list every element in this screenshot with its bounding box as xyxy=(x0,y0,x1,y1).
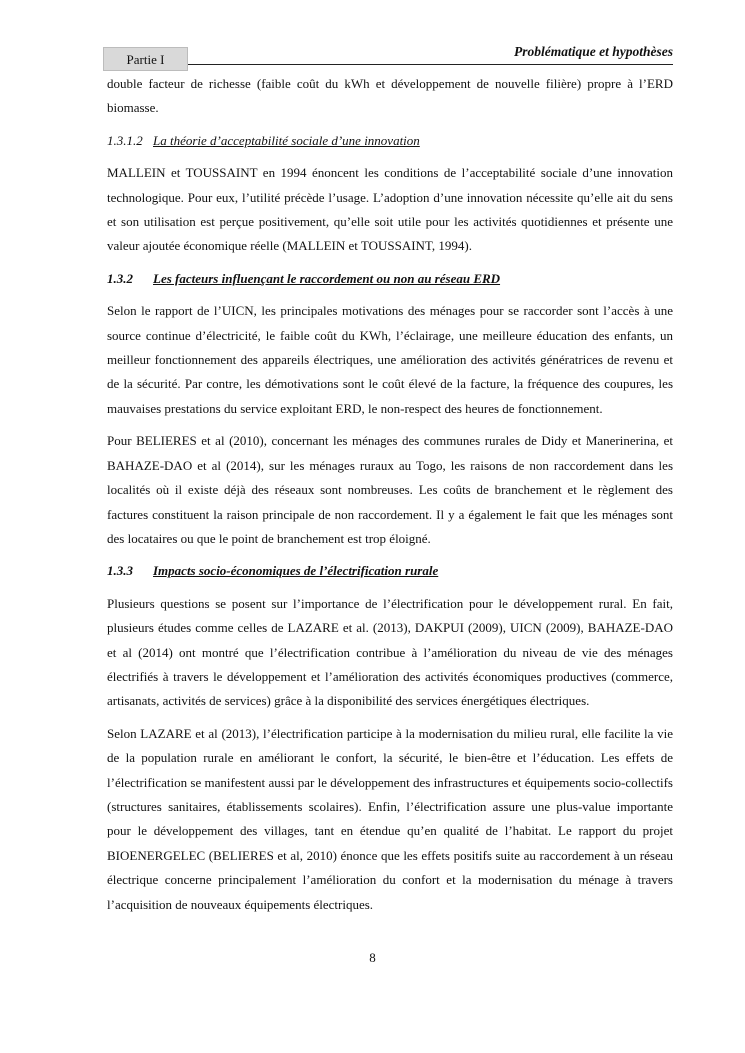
intro-paragraph: double facteur de richesse (faible coût du kWh et développement de nouvelle filière) propre à l’ERD biomasse. xyxy=(107,76,673,116)
section-1-3-2-paragraph-1: Selon le rapport de l’UICN, les principales motivations des ménages pour se raccorder sont l’accès à une source continue d’électricité, le faible coût du KWh, l’éclairage, une meilleure éducation des enfants, un meilleur fonctionnement des appareils électriques, une amélioration des activités génératrices de revenu et de la sécurité. Par contre, les démotivations sont le coût élevé de la facture, la fréquence des coupures, les mauvaises prestations du service exploitant ERD, le non-respect des heures de fonctionnement. xyxy=(107,303,673,416)
section-title: La théorie d’acceptabilité sociale d’une innovation xyxy=(153,132,420,148)
section-number: 1.3.3 xyxy=(107,563,133,579)
section-1-3-3-paragraph-1: Plusieurs questions se posent sur l’importance de l’électrification pour le développement rural. En fait, plusieurs études comme celles de LAZARE et al. (2013), DAKPUI (2009), UICN (2009), BAHAZE-DAO et al (2014) ont montré que l’électrification contribue à l’amélioration du niveau de vie des ménages électrifiés à travers le développement et l’amélioration des activités économiques productives (commerce, artisanats, activités de services) grâce à la disponibilité des services énergétiques électriques. xyxy=(107,595,673,709)
section-1-3-2-heading xyxy=(107,267,673,291)
section-1-3-3-heading xyxy=(107,559,673,583)
section-1-3-1-2-heading xyxy=(107,129,673,153)
page-body xyxy=(107,72,673,925)
header-part-label: Partie I xyxy=(103,47,188,71)
page-number: 8 xyxy=(369,950,376,965)
section-number: 1.3.2 xyxy=(107,270,133,286)
section-number: 1.3.1.2 xyxy=(107,132,143,148)
section-title: Impacts socio-économiques de l’électrification rurale xyxy=(153,563,439,579)
section-1-3-2-paragraph-2: Pour BELIERES et al (2010), concernant les ménages des communes rurales de Didy et Manerinerina, et BAHAZE-DAO et al (2014), sur les ménages ruraux au Togo, les raisons de non raccordement dans les localités où il existe déjà des réseaux sont nombreuses. Les coûts de branchement et le règlement des factures constituent la raison principale de non raccordement. Il y a également le fait que les ménages sont des locataires ou que le point de branchement est trop éloigné. xyxy=(107,433,673,546)
section-title: Les facteurs influençant le raccordement ou non au réseau ERD xyxy=(153,270,501,286)
header-rule xyxy=(188,64,673,65)
section-1-3-3-paragraph-2: Selon LAZARE et al (2013), l’électrification participe à la modernisation du milieu rural, elle facilite la vie de la population rurale en améliorant le confort, la sécurité, le bien-être et l’éducation. Les effets de l’électrification se manifestent aussi par le développement des infrastructures et équipements socio-collectifs (structures sanitaires, établissements scolaires). Enfin, l’électrification assure une plus-value importante pour le développement des villages, tant en étendue qu’en qualité de l’habitat. Le rapport du projet BIOENERGELEC (BELIERES et al, 2010) énonce que les effets positifs suite au raccordement à un réseau électrique concerne principalement l’amélioration du confort et la modernisation du ménage à travers l’acquisition de nouveaux équipements électriques. xyxy=(107,725,673,912)
section-1-3-1-2-paragraph: MALLEIN et TOUSSAINT en 1994 énoncent les conditions de l’acceptabilité sociale d’une innovation technologique. Pour eux, l’utilité précède l’usage. L’adoption d’une innovation nécessite qu’elle ait du sens et son utilisation est perçue positivement, qu’elle soit utile pour les activités quotidiennes et présente une valeur ajoutée économique réelle (MALLEIN et TOUSSAINT, 1994). xyxy=(107,165,673,254)
header-title: Problématique et hypothèses xyxy=(514,44,673,59)
